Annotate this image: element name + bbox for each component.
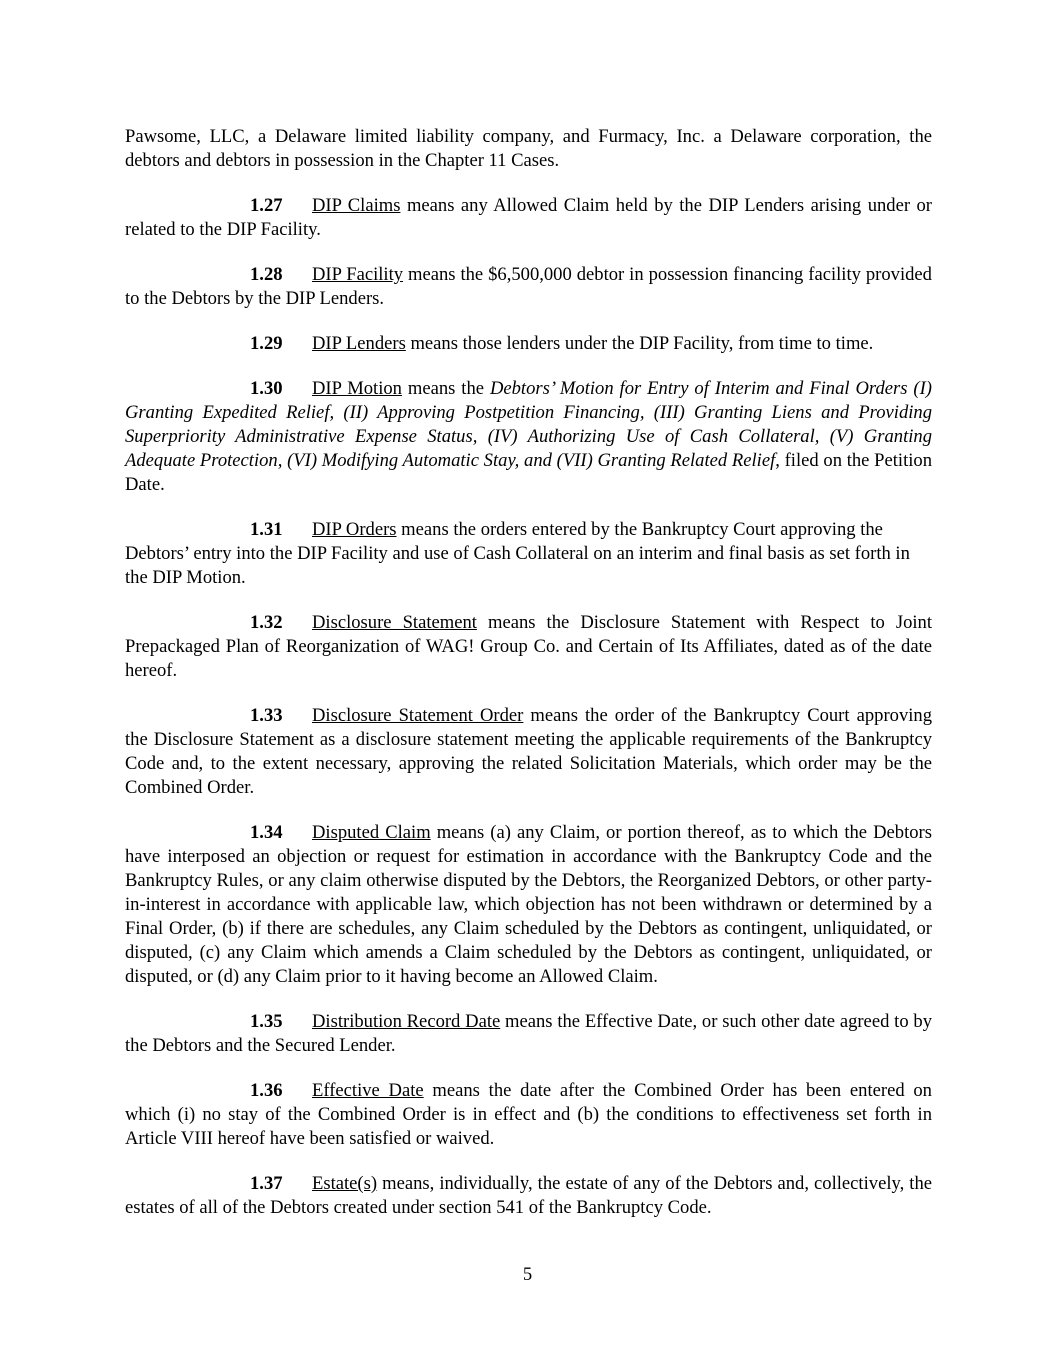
defined-term: Disclosure Statement Order xyxy=(312,705,524,726)
document-page xyxy=(125,125,932,1241)
definition-text: , filed on the Petition Date. xyxy=(125,450,932,495)
definition-1-37 xyxy=(125,1172,932,1220)
section-number: 1.28 xyxy=(250,264,283,285)
definition-1-32 xyxy=(125,611,932,683)
defined-term: DIP Orders xyxy=(312,519,397,540)
definition-1-36 xyxy=(125,1079,932,1151)
defined-term: DIP Motion xyxy=(312,378,402,399)
definition-text: means any Allowed Claim held by the DIP Lenders arising under or related to the DIP Facility. xyxy=(125,195,932,240)
definition-text: means the Disclosure Statement with Respect to Joint Prepackaged Plan of Reorganization of WAG! Group Co. and Certain of Its Affiliates, dated as of the date hereof. xyxy=(125,612,932,681)
section-number: 1.35 xyxy=(250,1011,283,1032)
defined-term: Effective Date xyxy=(312,1080,424,1101)
definition-text: means the date after the Combined Order has been entered on which (i) no stay of the Combined Order is in effect and (b) the conditions to effectiveness set forth in Article VIII hereof have been satisfied or waived. xyxy=(125,1080,932,1149)
definition-text: means the orders entered by the Bankruptcy Court approving the Debtors’ entry into the DIP Facility and use of Cash Collateral on an interim and final basis as set forth in the DIP Motion. xyxy=(125,519,910,588)
definition-text: means those lenders under the DIP Facility, from time to time. xyxy=(405,333,874,354)
defined-term: Estate(s) xyxy=(312,1173,378,1194)
section-number: 1.30 xyxy=(250,378,283,399)
definition-1-28 xyxy=(125,263,932,311)
motion-title: Debtors’ Motion for Entry of Interim and Final Orders (I) Granting Expedited Relief, (II) Approving Postpetition Financing, (III) Granting Liens and Providing Superpriority Administrative Expense Status, (IV) Authorizing Use of Cash Collateral, (V) Granting Adequate Protection, (VI) Modifying Automatic Stay, and (VII) Granting Related Relief xyxy=(125,378,932,471)
defined-term: Disclosure Statement xyxy=(312,612,477,633)
definitions-list xyxy=(125,194,932,1220)
defined-term: DIP Claims xyxy=(312,195,401,216)
defined-term: DIP Facility xyxy=(312,264,404,285)
defined-term: Disputed Claim xyxy=(312,822,431,843)
definition-text: means (a) any Claim, or portion thereof, as to which the Debtors have interposed an objection or request for estimation in accordance with the Bankruptcy Code and the Bankruptcy Rules, or any claim otherwise disputed by the Debtors, the Reorganized Debtors, or other party-in-interest in accordance with applicable law, which objection has not been withdrawn or determined by a Final Order, (b) if there are schedules, any Claim scheduled by the Debtors as contingent, unliquidated, or disputed, (c) any Claim which amends a Claim scheduled by the Debtors as contingent, unliquidated, or disputed, or (d) any Claim prior to it having become an Allowed Claim. xyxy=(125,822,932,987)
section-number: 1.37 xyxy=(250,1173,283,1194)
definition-text: means the $6,500,000 debtor in possession financing facility provided to the Debtors by the DIP Lenders. xyxy=(125,264,932,309)
section-number: 1.29 xyxy=(250,333,283,354)
section-number: 1.33 xyxy=(250,705,283,726)
definition-1-31 xyxy=(125,518,920,590)
definition-1-29 xyxy=(125,332,932,356)
section-number: 1.32 xyxy=(250,612,283,633)
definition-text: means, individually, the estate of any of the Debtors and, collectively, the estates of all of the Debtors created under section 541 of the Bankruptcy Code. xyxy=(125,1173,932,1218)
definition-1-30 xyxy=(125,377,932,497)
definition-text: means the Effective Date, or such other date agreed to by the Debtors and the Secured Lender. xyxy=(125,1011,932,1056)
definition-text: means the xyxy=(401,378,490,399)
definition-1-33 xyxy=(125,704,932,800)
definition-1-27 xyxy=(125,194,932,242)
section-number: 1.27 xyxy=(250,195,283,216)
intro-paragraph: Pawsome, LLC, a Delaware limited liability company, and Furmacy, Inc. a Delaware corporation, the debtors and debtors in possession in the Chapter 11 Cases. xyxy=(125,126,932,171)
definition-1-34 xyxy=(125,821,932,989)
section-number: 1.36 xyxy=(250,1080,283,1101)
page-number: 5 xyxy=(522,1264,533,1285)
definition-1-35 xyxy=(125,1010,932,1058)
definition-text: means the order of the Bankruptcy Court approving the Disclosure Statement as a disclosure statement meeting the applicable requirements of the Bankruptcy Code and, to the extent necessary, approving the related Solicitation Materials, which order may be the Combined Order. xyxy=(125,705,932,798)
defined-term: DIP Lenders xyxy=(312,333,406,354)
defined-term: Distribution Record Date xyxy=(312,1011,501,1032)
section-number: 1.34 xyxy=(250,822,283,843)
section-number: 1.31 xyxy=(250,519,283,540)
